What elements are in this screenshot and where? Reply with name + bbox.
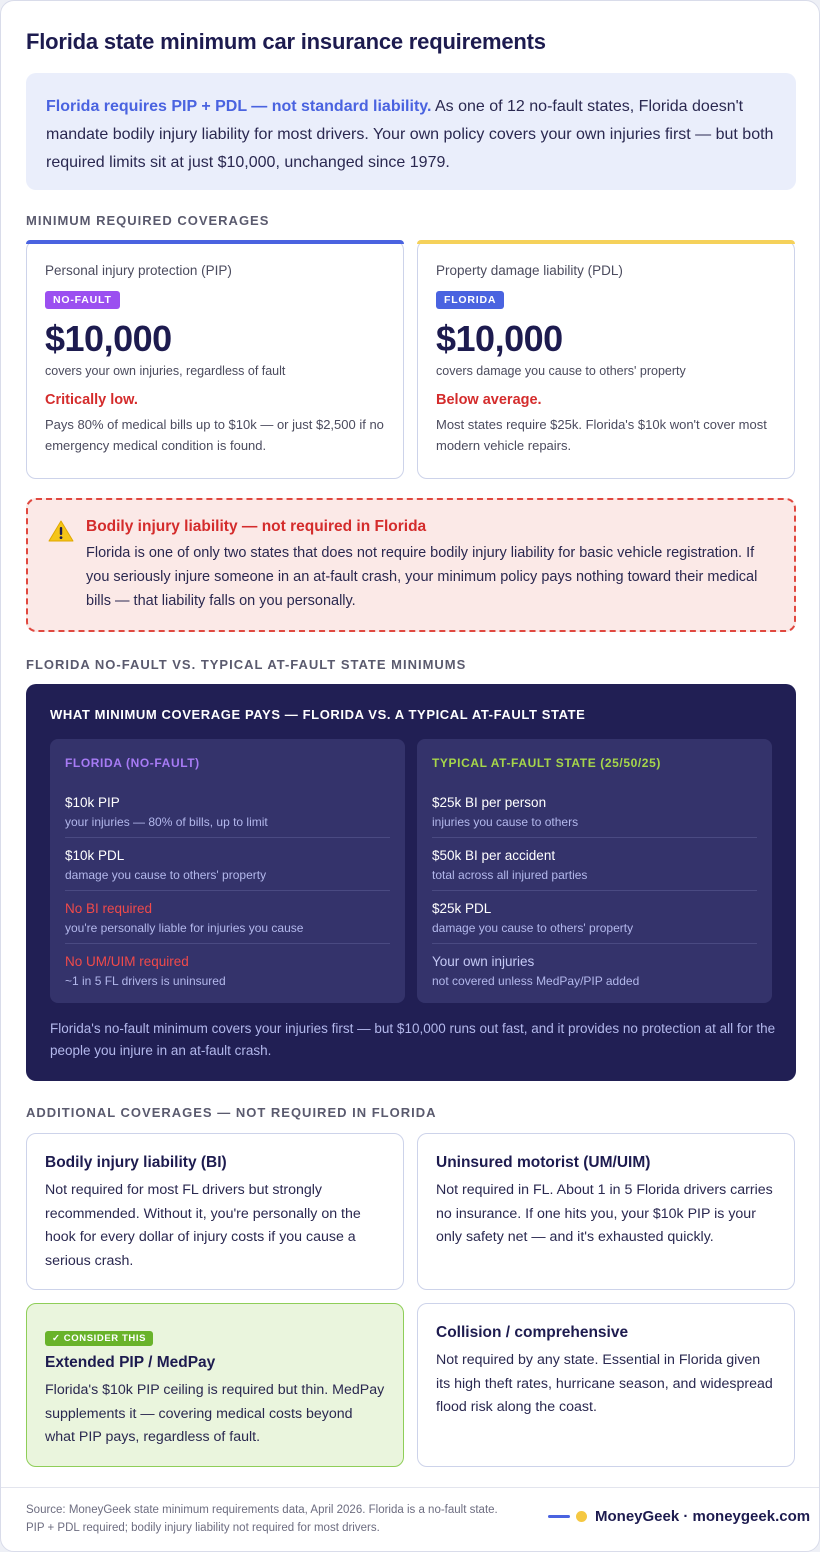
row-sub: damage you cause to others' property xyxy=(65,868,267,882)
row-main: $25k BI per person xyxy=(432,795,547,810)
coverage-description: Pays 80% of medical bills up to $10k — or just $2,500 if no emergency medical condition is found. xyxy=(45,417,384,453)
additional-title: Uninsured motorist (UM/UIM) xyxy=(436,1154,651,1171)
warning-icon xyxy=(48,520,74,542)
row-sub: not covered unless MedPay/PIP added xyxy=(432,974,640,988)
comparison-row xyxy=(65,891,390,944)
section-label-minimum: MINIMUM REQUIRED COVERAGES xyxy=(26,213,270,228)
intro-callout xyxy=(26,73,796,190)
additional-card-medpay xyxy=(26,1303,404,1467)
row-main: $50k BI per accident xyxy=(432,848,556,863)
coverage-name: Personal injury protection (PIP) xyxy=(45,263,232,278)
coverage-name: Property damage liability (PDL) xyxy=(436,263,623,278)
brand-line-icon xyxy=(548,1515,570,1518)
alert-body: Florida is one of only two states that does not require bodily injury liability for basic vehicle registration. If you seriously injure someone in an at-fault crash, your minimum policy pays nothing toward their medical bills — that liability falls on you personally. xyxy=(86,545,758,609)
brand-mark[interactable] xyxy=(548,1508,810,1525)
intro-text: As one of 12 no-fault states, Florida doesn't mandate bodily injury liability for most drivers. Your own policy covers your own injuries first — but both required limits sit at just $10,000, unchanged since 1979. xyxy=(46,98,774,171)
additional-card-collision xyxy=(417,1303,795,1467)
row-main: No BI required xyxy=(65,901,153,916)
card-accent-bar xyxy=(26,240,404,244)
brand-text: MoneyGeek · moneygeek.com xyxy=(595,1508,811,1525)
alert-title: Bodily injury liability — not required in Florida xyxy=(86,518,427,535)
comparison-row xyxy=(65,785,390,838)
row-main: No UM/UIM required xyxy=(65,954,189,969)
column-heading: TYPICAL AT-FAULT STATE (25/50/25) xyxy=(432,756,661,770)
additional-title: Bodily injury liability (BI) xyxy=(45,1154,227,1171)
coverage-amount: $10,000 xyxy=(436,318,563,359)
comparison-row xyxy=(432,785,757,838)
coverage-amount: $10,000 xyxy=(45,318,172,359)
consider-badge: ✓ CONSIDER THIS xyxy=(45,1331,153,1346)
source-line: Source: MoneyGeek state minimum requirements data, April 2026. Florida is a no-fault state. xyxy=(26,1504,498,1516)
additional-body: Not required by any state. Essential in Florida given its high theft rates, hurricane season, and widespread flood risk along the coast. xyxy=(436,1352,773,1415)
section-label-additional: ADDITIONAL COVERAGES — NOT REQUIRED IN FLORIDA xyxy=(26,1105,437,1120)
row-main: $25k PDL xyxy=(432,901,492,916)
additional-card-um xyxy=(417,1133,795,1290)
row-sub: total across all injured parties xyxy=(432,868,588,882)
coverage-subtext: covers your own injuries, regardless of fault xyxy=(45,364,286,378)
additional-body: Not required in FL. About 1 in 5 Florida drivers carries no insurance. If one hits you, your $10k PIP is your only safety net — and it's exhausted quickly. xyxy=(436,1182,773,1245)
row-main: $10k PDL xyxy=(65,848,125,863)
row-sub: injuries you cause to others xyxy=(432,815,579,829)
row-sub: ~1 in 5 FL drivers is uninsured xyxy=(65,974,226,988)
typical-state-column xyxy=(417,739,772,1003)
coverage-warning: Below average. xyxy=(436,392,542,408)
coverage-card-pip xyxy=(26,240,404,479)
comparison-row xyxy=(432,891,757,944)
intro-highlight: Florida requires PIP + PDL — not standard liability. xyxy=(46,98,432,115)
source-note xyxy=(26,1501,546,1537)
coverage-badge: FLORIDA xyxy=(436,291,504,309)
additional-title: Extended PIP / MedPay xyxy=(45,1354,216,1371)
card-accent-bar xyxy=(417,240,795,244)
row-sub: your injuries — 80% of bills, up to limit xyxy=(65,815,268,829)
comparison-title: WHAT MINIMUM COVERAGE PAYS — FLORIDA VS. A TYPICAL AT-FAULT STATE xyxy=(50,707,586,722)
additional-body: Florida's $10k PIP ceiling is required but thin. MedPay supplements it — covering medical costs beyond what PIP pays, regardless of fault. xyxy=(45,1382,385,1445)
brand-dot-icon xyxy=(576,1511,587,1522)
comparison-row xyxy=(65,944,390,996)
comparison-row xyxy=(65,838,390,891)
coverage-subtext: covers damage you cause to others' property xyxy=(436,364,686,378)
florida-column xyxy=(50,739,405,1003)
comparison-row xyxy=(432,944,757,996)
row-sub: damage you cause to others' property xyxy=(432,921,634,935)
comparison-row xyxy=(432,838,757,891)
coverage-badge: NO-FAULT xyxy=(45,291,120,309)
page-title: Florida state minimum car insurance requirements xyxy=(26,29,546,54)
row-main: $10k PIP xyxy=(65,795,120,810)
coverage-warning: Critically low. xyxy=(45,392,138,408)
comparison-panel xyxy=(26,684,796,1081)
column-heading: FLORIDA (NO-FAULT) xyxy=(65,756,200,770)
coverage-card-pdl xyxy=(417,240,795,479)
row-sub: you're personally liable for injuries you cause xyxy=(65,921,304,935)
additional-body: Not required for most FL drivers but strongly recommended. Without it, you're personally on the hook for every dollar of injury costs if you cause a serious crash. xyxy=(45,1182,361,1269)
section-label-compare: FLORIDA NO-FAULT VS. TYPICAL AT-FAULT STATE MINIMUMS xyxy=(26,657,467,672)
footer-divider xyxy=(1,1487,820,1488)
coverage-description: Most states require $25k. Florida's $10k won't cover most modern vehicle repairs. xyxy=(436,417,767,453)
additional-card-bi xyxy=(26,1133,404,1290)
source-line: PIP + PDL required; bodily injury liability not required for most drivers. xyxy=(26,1522,380,1534)
comparison-footnote: Florida's no-fault minimum covers your injuries first — but $10,000 runs out fast, and it provides no protection at all for the people you injure in an at-fault crash. xyxy=(50,1021,776,1058)
row-main: Your own injuries xyxy=(432,954,535,969)
additional-title: Collision / comprehensive xyxy=(436,1324,629,1341)
bi-warning-alert xyxy=(26,498,796,632)
